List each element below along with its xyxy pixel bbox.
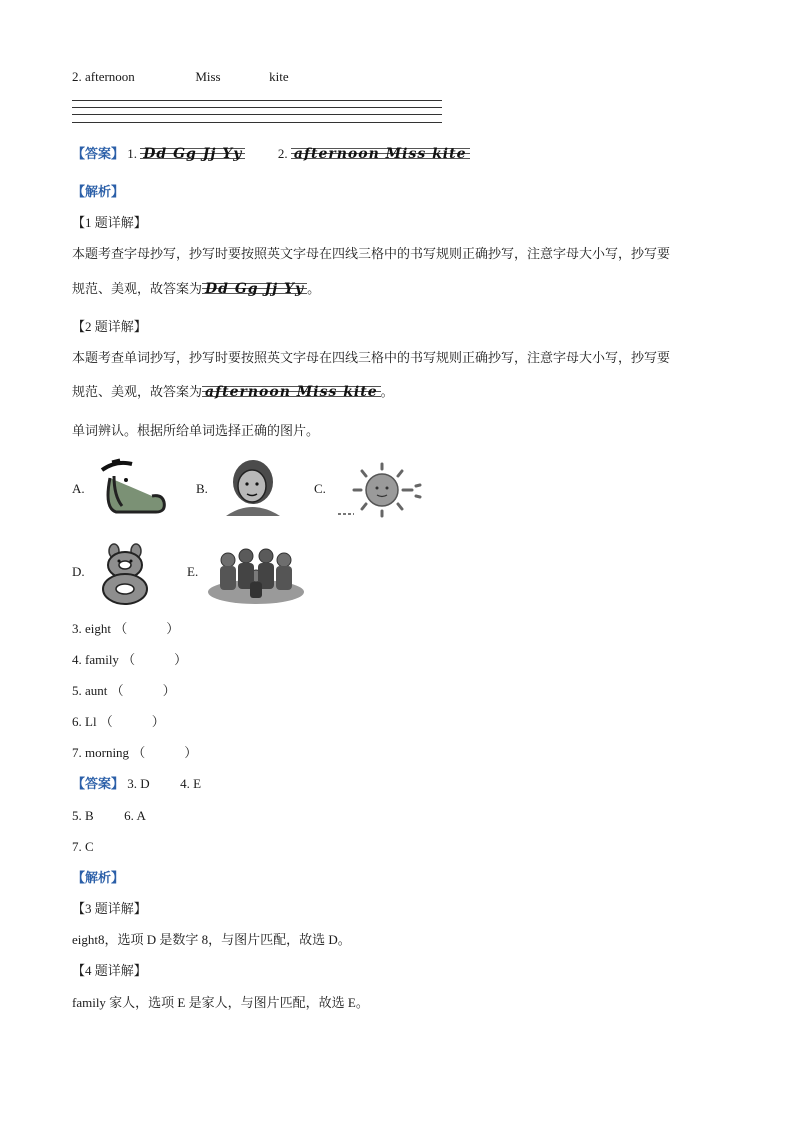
family-group-icon	[206, 546, 306, 606]
detail4-text: family 家人，选项 E 是家人，与图片匹配，故选 E。	[72, 995, 369, 1010]
answer-label-2: 【答案】	[72, 776, 125, 791]
detail2-handwriting: afternoon Miss kite	[202, 383, 381, 401]
q2-word-row	[72, 68, 289, 86]
number-eight-icon	[94, 543, 158, 605]
answer-row-3	[72, 807, 146, 825]
question-3: 3. eight （ ）	[72, 621, 180, 636]
q2-word-kite: kite	[269, 69, 289, 84]
option-a-letter: A.	[72, 481, 85, 496]
answer-part1-num: 1.	[127, 146, 138, 161]
question-7: 7. morning （ ）	[72, 745, 198, 760]
detail3-label: 【3 题详解】	[72, 901, 147, 916]
analysis-label-2: 【解析】	[72, 870, 125, 885]
detail1-text-line2	[72, 280, 320, 298]
detail2-text-line1: 本题考查单词抄写，抄写时要按照英文字母在四线三格中的书写规则正确抄写，注意字母大小写，抄写要	[72, 350, 671, 365]
detail2-text-line2	[72, 383, 394, 401]
detail1-suffix: 。	[307, 281, 321, 296]
sun-morning-icon	[336, 458, 426, 520]
question-6: 6. Ll （ ）	[72, 714, 165, 729]
answer-part1-handwriting: Dd Gg Jj Yy	[140, 145, 245, 163]
option-e-letter: E.	[187, 564, 199, 579]
answer-label: 【答案】	[72, 146, 125, 161]
writing-lines	[72, 100, 442, 124]
detail2-prefix: 规范、美观，故答案为	[72, 384, 203, 399]
option-b-letter: B.	[196, 481, 208, 496]
answer-part2-num: 2.	[277, 146, 288, 161]
option-d-letter: D.	[72, 564, 85, 579]
detail2-label: 【2 题详解】	[72, 319, 147, 334]
detail1-handwriting: Dd Gg Jj Yy	[202, 280, 307, 298]
aunt-woman-icon	[220, 458, 286, 516]
question-4: 4. family （ ）	[72, 652, 188, 667]
option-c-letter: C.	[314, 481, 326, 496]
section-instruction: 单词辨认。根据所给单词选择正确的图片。	[72, 423, 320, 438]
detail3-text: eight8，选项 D 是数字 8，与图片匹配，故选 D。	[72, 932, 351, 947]
answer-part2-handwriting: afternoon Miss kite	[291, 145, 470, 163]
detail1-prefix: 规范、美观，故答案为	[72, 281, 203, 296]
q2-word-miss: Miss	[195, 69, 221, 84]
question-5: 5. aunt （ ）	[72, 683, 176, 698]
answer-row-1	[72, 145, 470, 163]
detail1-label: 【1 题详解】	[72, 215, 147, 230]
analysis-label: 【解析】	[72, 184, 125, 199]
answer-4: 4. E	[180, 776, 202, 791]
answer-row-2	[72, 775, 201, 793]
letter-l-hat-icon	[92, 458, 172, 520]
answer-5: 5. B	[72, 808, 94, 823]
detail2-suffix: 。	[380, 384, 394, 399]
detail1-text-line1: 本题考查字母抄写，抄写时要按照英文字母在四线三格中的书写规则正确抄写，注意字母大小写，抄写要	[72, 246, 671, 261]
answer-6: 6. A	[124, 808, 146, 823]
answer-3: 3. D	[127, 776, 150, 791]
detail4-label: 【4 题详解】	[72, 963, 147, 978]
answer-7: 7. C	[72, 839, 94, 854]
q2-word-afternoon: 2. afternoon	[72, 69, 135, 84]
